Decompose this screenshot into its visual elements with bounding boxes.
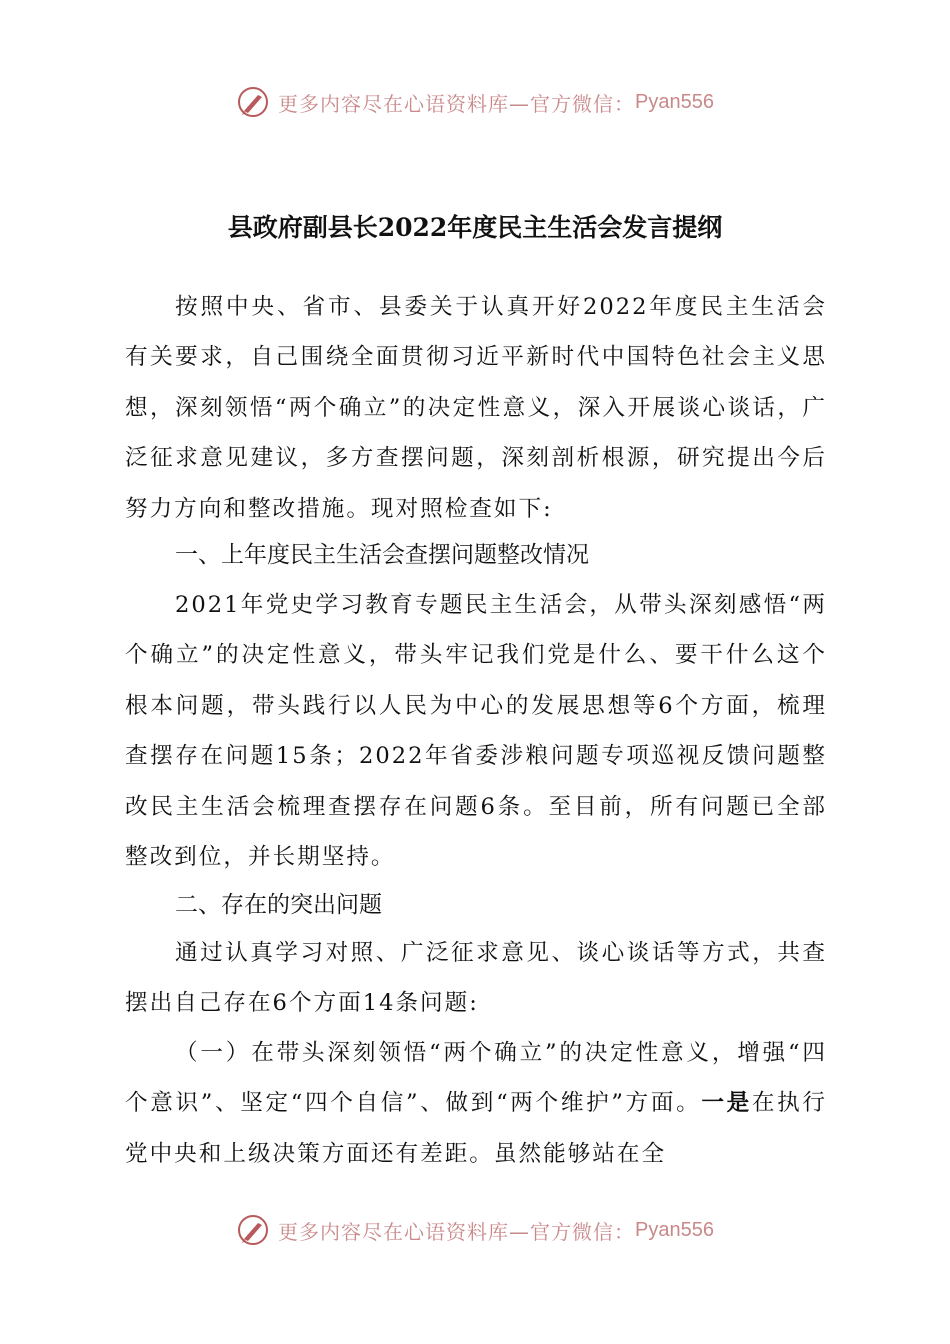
subsection-1-text: （一）在带头深刻领悟“两个确立”的决定性意义，增强“四个意识”、坚定“四个自信”、做到“两个维护”方面。 [125, 1040, 827, 1117]
section-heading-2: 二、存在的突出问题 [175, 892, 382, 918]
section-2-paragraph: 通过认真学习对照、广泛征求意见、谈心谈话等方式，共查摆出自己存在6个方面14条问题: [125, 940, 827, 1017]
section-1-paragraph: 2021年党史学习教育专题民主生活会，从带头深刻感悟“两个确立”的决定性意义，带头牢记我们党是什么、要干什么这个根本问题，带头践行以人民为中心的发展思想等6个方面，梳理查摆存在问题15条；2022年省委涉粮问题专项巡视反馈问题整改民主生活会梳理查摆存在问题6条。至目前，所有问题已全部整改到位，并长期坚持。 [125, 592, 827, 871]
document-title: 县政府副县长2022年度民主生活会发言提纲 [227, 213, 723, 242]
watermark-header [0, 82, 950, 122]
pen-logo-icon [236, 1213, 270, 1247]
watermark-wechat-id: Pyan556 [635, 1218, 714, 1241]
watermark-text: 更多内容尽在心语资料库—官方微信： [278, 91, 636, 116]
point-text-1: 在执行党中央和上级决策方面还有差距。虽然能够站在全 [125, 1090, 827, 1167]
pen-logo-icon [236, 85, 270, 119]
watermark-footer [0, 1210, 950, 1250]
point-label-1: 一是 [701, 1090, 752, 1117]
intro-paragraph: 按照中央、省市、县委关于认真开好2022年度民主生活会有关要求，自己围绕全面贯彻习近平新时代中国特色社会主义思想，深刻领悟“两个确立”的决定性意义，深入开展谈心谈话，广泛征求意见建议，多方查摆问题，深刻剖析根源，研究提出今后努力方向和整改措施。现对照检查如下: [125, 294, 827, 522]
section-heading-1: 一、上年度民主生活会查摆问题整改情况 [175, 542, 589, 568]
watermark-wechat-id: Pyan556 [635, 90, 714, 113]
subsection-1-paragraph [125, 1028, 827, 1179]
watermark-text: 更多内容尽在心语资料库—官方微信： [278, 1219, 636, 1244]
